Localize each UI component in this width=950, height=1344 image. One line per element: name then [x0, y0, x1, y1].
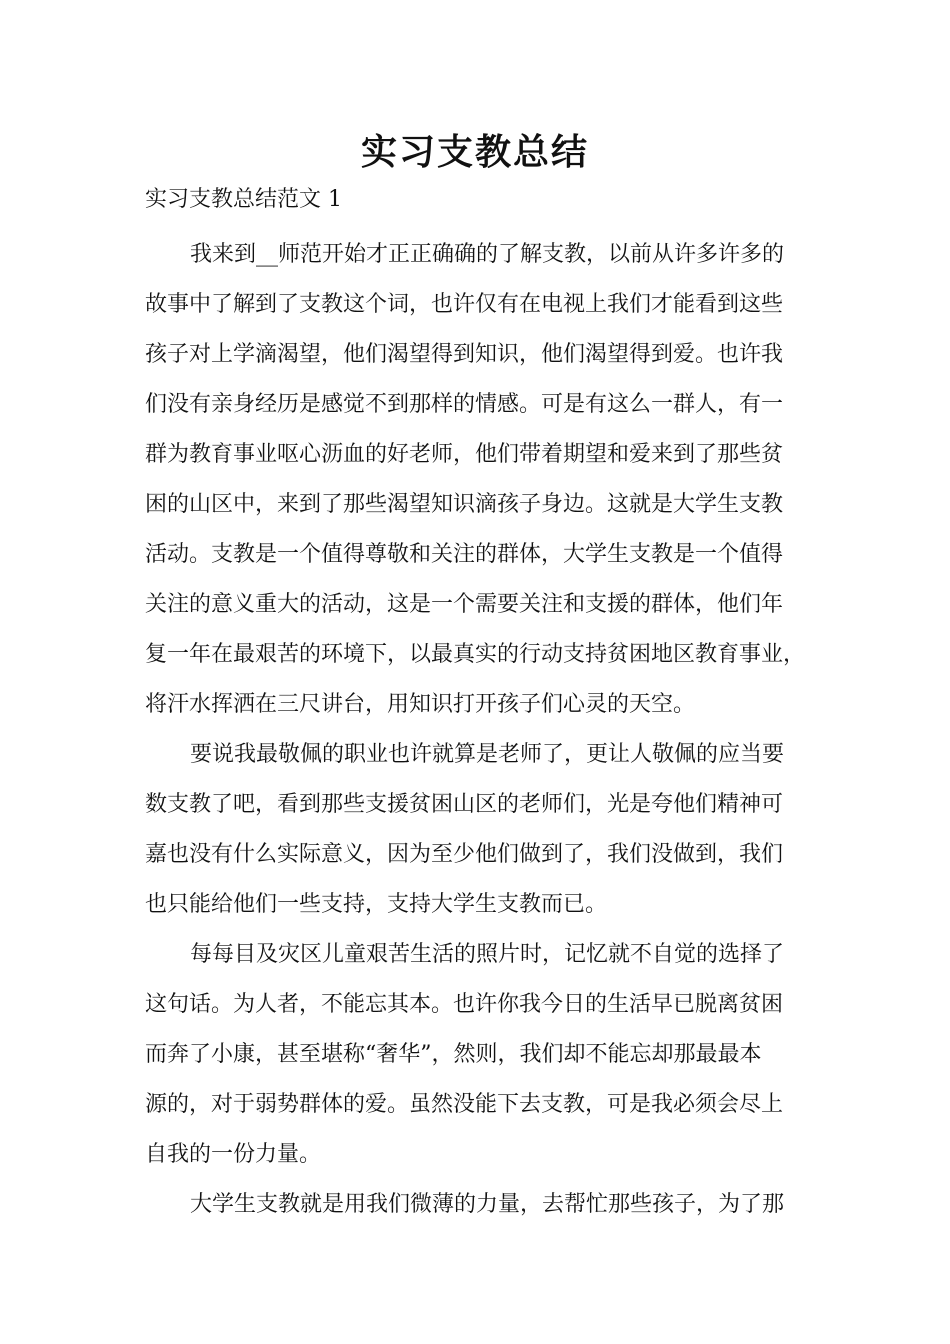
- paragraph-2-line-3: 嘉也没有什么实际意义，因为至少他们做到了，我们没做到，我们: [145, 842, 784, 867]
- paragraph-1-line-4: 们没有亲身经历是感觉不到那样的情感。可是有这么一群人，有一: [145, 392, 784, 417]
- paragraph-1-line-3: 孩子对上学滴渴望，他们渴望得到知识，他们渴望得到爱。也许我: [145, 342, 784, 367]
- paragraph-1-line-7: 活动。支教是一个值得尊敬和关注的群体，大学生支教是一个值得: [145, 542, 784, 567]
- paragraph-1-line-6: 困的山区中，来到了那些渴望知识滴孩子身边。这就是大学生支教: [145, 492, 784, 517]
- paragraph-4-line-1: 大学生支教就是用我们微薄的力量，去帮忙那些孩子，为了那: [190, 1192, 785, 1217]
- paragraph-1-line-2: 故事中了解到了支教这个词，也许仅有在电视上我们才能看到这些: [145, 292, 784, 317]
- paragraph-3-line-5: 自我的一份力量。: [145, 1142, 322, 1167]
- paragraph-1-line-9: 复一年在最艰苦的环境下，以最真实的行动支持贫困地区教育事业，: [145, 642, 806, 667]
- document-body: [145, 230, 815, 1230]
- paragraph-3-line-3: 而奔了小康，甚至堪称“奢华”，然则，我们却不能忘却那最最本: [145, 1042, 762, 1067]
- document-subheading: 实习支教总结范文 1: [145, 187, 342, 212]
- paragraph-2-line-1: 要说我最敬佩的职业也许就算是老师了，更让人敬佩的应当要: [190, 742, 785, 767]
- paragraph-3-line-2: 这句话。为人者，不能忘其本。也许你我今日的生活早已脱离贫困: [145, 992, 784, 1017]
- document-title: 实习支教总结: [360, 131, 589, 173]
- paragraph-1-line-1: 我来到__师范开始才正正确确的了解支教，以前从许多许多的: [190, 242, 785, 267]
- paragraph-1-line-10: 将汗水挥洒在三尺讲台，用知识打开孩子们心灵的天空。: [145, 692, 696, 717]
- paragraph-3-line-1: 每每目及灾区儿童艰苦生活的照片时，记忆就不自觉的选择了: [190, 942, 785, 967]
- paragraph-1-line-5: 群为教育事业呕心沥血的好老师，他们带着期望和爱来到了那些贫: [145, 442, 784, 467]
- paragraph-2-line-2: 数支教了吧，看到那些支援贫困山区的老师们，光是夸他们精神可: [145, 792, 784, 817]
- paragraph-3-line-4: 源的，对于弱势群体的爱。虽然没能下去支教，可是我必须会尽上: [145, 1092, 784, 1117]
- paragraph-2-line-4: 也只能给他们一些支持，支持大学生支教而已。: [145, 892, 608, 917]
- paragraph-1-line-8: 关注的意义重大的活动，这是一个需要关注和支援的群体，他们年: [145, 592, 784, 617]
